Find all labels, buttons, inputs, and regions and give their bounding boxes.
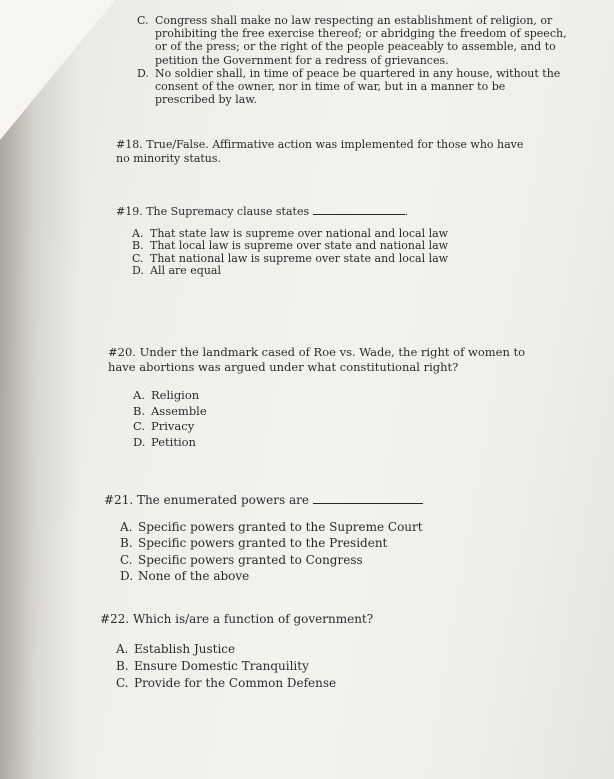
question-21 [104,492,564,585]
option-d: D. Petition [133,434,196,449]
option-c: C. Privacy [133,419,195,433]
question-21-text: #21. The enumerated powers are [104,492,564,509]
option-b: B. Assemble [133,403,207,418]
option-a: A. That state law is supreme over national and local law [132,226,449,240]
question-21-options [120,519,564,585]
folded-corner [0,0,115,140]
question-18 [116,138,536,165]
top-option-d: D. No soldier shall, in time of peace be quartered in any house, without the consent of the owner, nor in time of war, but in a manner to be prescribed by law. [137,66,561,107]
question-19-options [132,228,556,278]
question-20 [108,345,548,450]
question-20-text: #20. Under the landmark cased of Roe vs. Wade, the right of women to have abortions was argued under what constitutional right? [108,345,526,374]
question-19 [116,204,556,278]
question-18-text: #18. True/False. Affirmative action was implemented for those who have no minority status. [116,138,524,165]
option-c: C. That national law is supreme over state and local law [132,251,449,265]
question-19-text: #19. The Supremacy clause states . [116,205,409,218]
top-option-c: C. Congress shall make no law respecting an establishment of religion, or prohibiting the free exercise thereof; or abridging the freedom of speech, or of the press; or the right of the people peaceably to assemble, and to petition the Government for a redress of grievances. [137,14,567,67]
answer-blank [313,493,423,504]
option-d: D. All are equal [132,264,222,277]
option-c: C. Provide for the Common Defense [116,676,337,690]
option-d: D. None of the above [120,569,250,583]
question-22 [100,611,560,692]
answer-blank [313,204,405,215]
question-22-text: #22. Which is/are a function of government? [100,612,374,626]
top-options [137,14,567,106]
question-20-options [133,388,548,450]
option-a: A. Specific powers granted to the Supreme Court [120,519,423,534]
option-b: B. Ensure Domestic Tranquility [116,659,309,673]
question-22-options [116,641,560,692]
option-a: A. Religion [133,388,200,402]
option-c: C. Specific powers granted to Congress [120,552,363,567]
option-b: B. Specific powers granted to the President [120,536,388,550]
option-b: B. That local law is supreme over state and national law [132,239,449,252]
option-a: A. Establish Justice [116,642,236,656]
